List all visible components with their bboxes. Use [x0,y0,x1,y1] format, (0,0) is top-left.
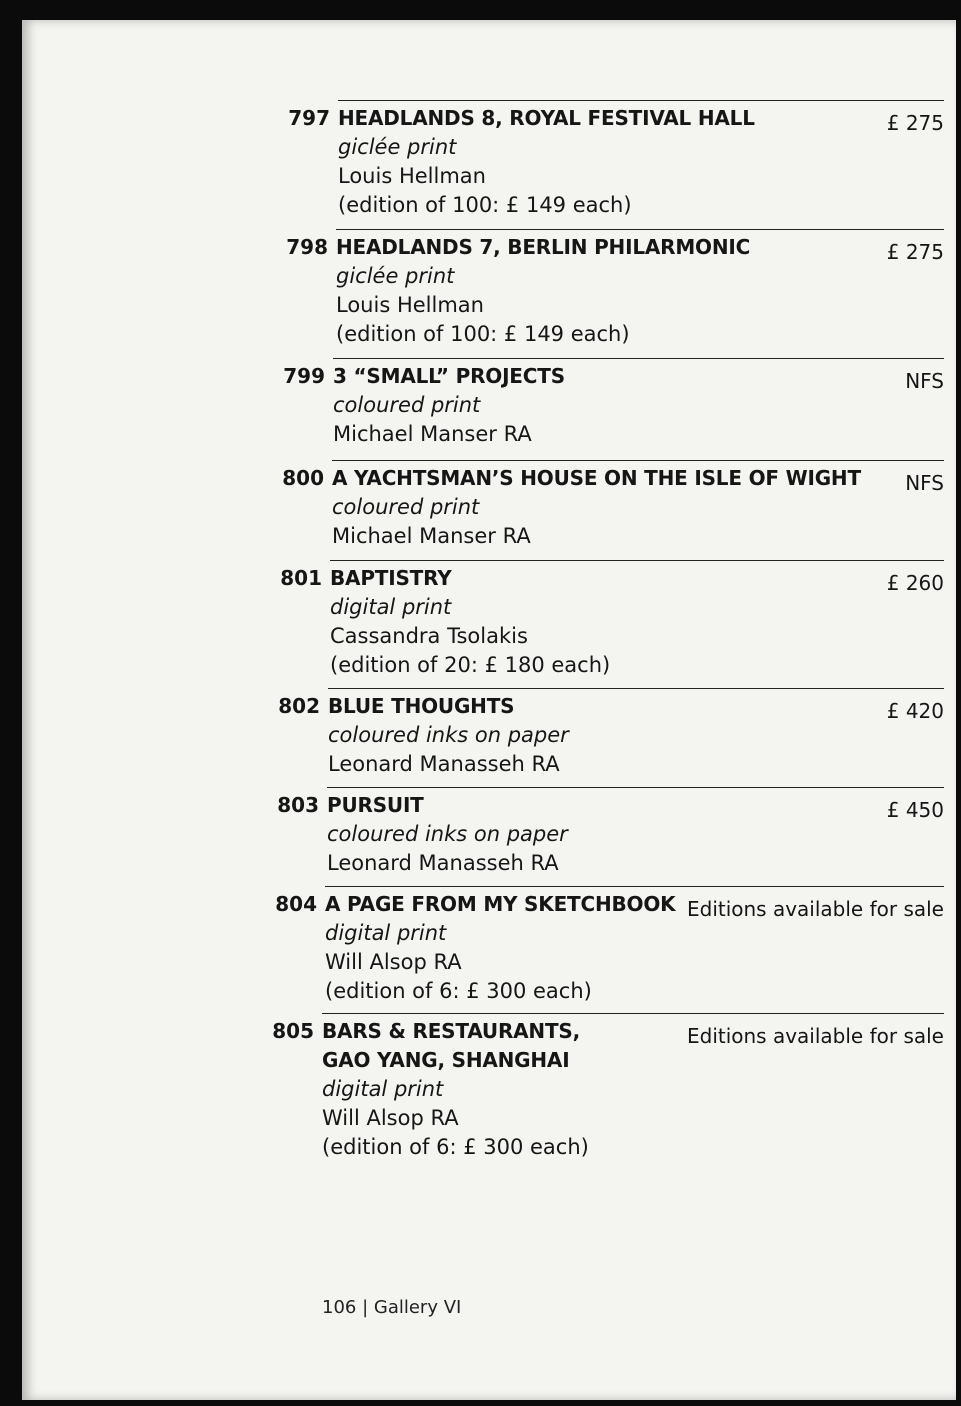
catalogue-entry [286,229,944,357]
entry-price: NFS [905,471,944,495]
catalogue-entry [275,886,944,1014]
entry-number: 797 [288,106,330,130]
entry-body [328,692,944,779]
entry-title: BLUE THOUGHTS [328,694,515,718]
catalogue-entry [280,560,944,688]
entry-artist: Will Alsop RA [325,950,462,974]
entry-edition: (edition of 20: £ 180 each) [330,653,611,677]
entry-body [330,564,944,680]
entry-medium: coloured inks on paper [327,822,568,846]
entry-price: £ 275 [886,240,944,264]
catalogue-entry [277,787,944,887]
entry-body [333,362,944,449]
catalogue-page [22,20,956,1400]
entry-price: Editions available for sale [686,1024,944,1048]
entry-medium: digital print [322,1077,444,1101]
entry-medium: coloured print [332,495,480,519]
entry-price: NFS [905,369,944,393]
entry-artist: Will Alsop RA [322,1106,459,1130]
catalogue-entry [282,460,944,560]
entry-title: A YACHTSMAN’S HOUSE ON THE ISLE OF WIGHT [332,466,861,490]
entry-number: 802 [278,694,320,718]
entry-artist: Leonard Manasseh RA [327,851,559,875]
entry-title: 3 “SMALL” PROJECTS [333,364,565,388]
entry-body [327,791,944,878]
catalogue-entry [278,688,944,788]
entry-artist: Leonard Manasseh RA [328,752,560,776]
catalogue-entry [288,100,944,228]
entry-body [338,104,944,220]
entry-number: 799 [283,364,325,388]
entry-artist: Michael Manser RA [332,524,531,548]
entry-number: 803 [277,793,319,817]
entry-artist: Cassandra Tsolakis [330,624,528,648]
entry-number: 805 [272,1019,314,1043]
entry-medium: digital print [330,595,452,619]
entry-edition: (edition of 6: £ 300 each) [322,1135,589,1159]
entry-title: PURSUIT [327,793,424,817]
entry-body [336,233,944,349]
entry-price: £ 450 [886,798,944,822]
entry-edition: (edition of 6: £ 300 each) [325,979,592,1003]
entry-title: BARS & RESTAURANTS, [322,1019,581,1043]
entry-title-line-2: GAO YANG, SHANGHAI [322,1048,570,1072]
entry-medium: giclée print [338,135,457,159]
entry-number: 801 [280,566,322,590]
entry-price: £ 420 [886,699,944,723]
entry-medium: digital print [325,921,447,945]
entry-title: HEADLANDS 8, ROYAL FESTIVAL HALL [338,106,755,130]
entry-number: 804 [275,892,317,916]
entry-title: BAPTISTRY [330,566,452,590]
catalogue-entry [283,358,944,458]
entry-medium: coloured inks on paper [328,723,569,747]
entry-artist: Michael Manser RA [333,422,532,446]
entry-artist: Louis Hellman [336,293,484,317]
entry-medium: giclée print [336,264,455,288]
entry-edition: (edition of 100: £ 149 each) [338,193,632,217]
entry-number: 800 [282,466,324,490]
entry-title: HEADLANDS 7, BERLIN PHILARMONIC [336,235,751,259]
entry-title: A PAGE FROM MY SKETCHBOOK [325,892,676,916]
entry-price: Editions available for sale [686,897,944,921]
page-footer: 106 | Gallery VI [322,1297,462,1318]
catalogue-entries [22,20,956,1400]
entry-price: £ 275 [886,111,944,135]
catalogue-entry [272,1013,944,1169]
entry-number: 798 [286,235,328,259]
entry-body [332,464,944,551]
entry-edition: (edition of 100: £ 149 each) [336,322,630,346]
entry-price: £ 260 [886,571,944,595]
entry-medium: coloured print [333,393,481,417]
entry-artist: Louis Hellman [338,164,486,188]
